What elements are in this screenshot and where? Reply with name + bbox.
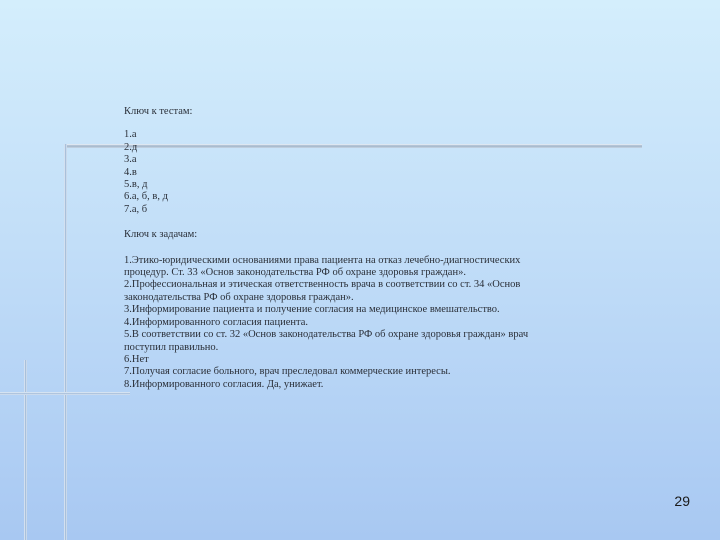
- decorative-vertical-line: [64, 144, 67, 540]
- tests-heading: Ключ к тестам:: [124, 106, 193, 117]
- list-item: 1.Этико-юридическими основаниями права пациента на отказ лечебно-диагностических: [124, 254, 521, 266]
- list-item: 3.а: [124, 154, 137, 166]
- list-item: 5.в, д: [124, 179, 148, 191]
- list-item: поступил правильно.: [124, 341, 219, 353]
- list-item: 6.а, б, в, д: [124, 191, 168, 203]
- list-item: 6.Нет: [124, 353, 149, 365]
- list-item: 3.Информирование пациента и получение согласия на медицинское вмешательство.: [124, 304, 500, 316]
- list-item: 4.в: [124, 166, 137, 178]
- list-item: 1.а: [124, 129, 137, 141]
- list-item: 8.Информированного согласия. Да, унижает.: [124, 378, 324, 390]
- list-item: процедур. Ст. 33 «Основ законодательства РФ об охране здоровья граждан».: [124, 267, 466, 279]
- list-item: законодательства РФ об охране здоровья граждан».: [124, 291, 354, 303]
- tasks-heading: Ключ к задачам:: [124, 229, 198, 241]
- tasks-answer-list: [124, 255, 604, 391]
- decorative-vertical-line-left: [24, 360, 27, 540]
- list-item: 4.Информированного согласия пациента.: [124, 316, 308, 328]
- list-item: 7.Получая согласие больного, врач преследовал коммерческие интересы.: [124, 366, 451, 378]
- list-item: 2.д: [124, 141, 138, 153]
- page-number: 29: [674, 493, 690, 509]
- list-item: 7.а, б: [124, 203, 148, 215]
- tests-answer-list: [124, 129, 604, 216]
- list-item: 5.В соответствии со ст. 32 «Основ законодательства РФ об охране здоровья граждан» врач: [124, 329, 529, 341]
- slide-content: [124, 106, 604, 391]
- list-item: 2.Профессиональная и этическая ответственность врача в соответствии со ст. 34 «Основ: [124, 279, 521, 291]
- decorative-horizontal-line-left: [0, 392, 130, 395]
